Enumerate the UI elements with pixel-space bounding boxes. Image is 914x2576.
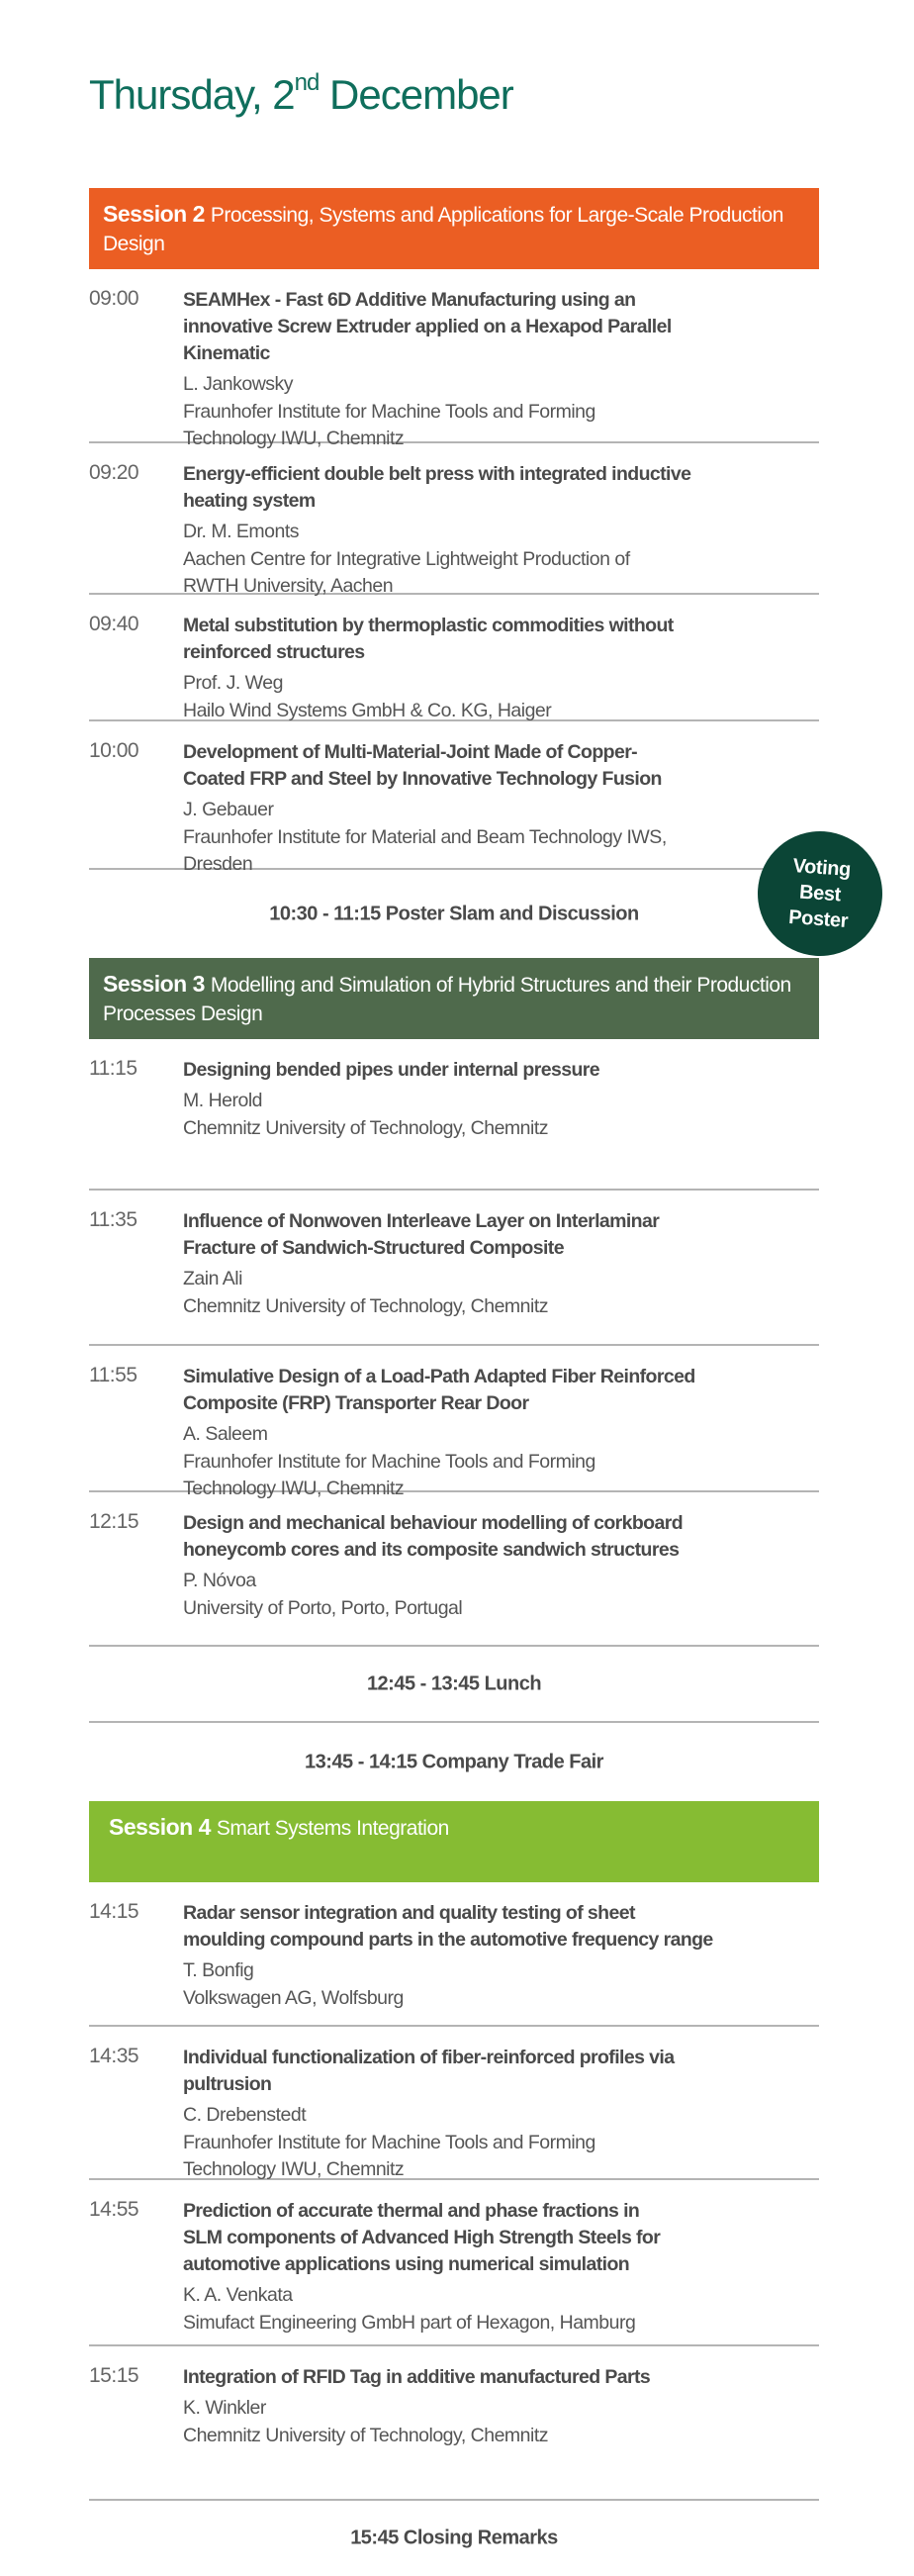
- talk-details: [183, 461, 826, 601]
- talk-row: [89, 1191, 819, 1346]
- session-3-talks: [89, 1039, 819, 1647]
- talk-row: [89, 269, 819, 449]
- badge-line: Voting: [791, 855, 852, 882]
- talk-author: Dr. M. Emonts: [183, 521, 300, 542]
- badge-line: Poster: [787, 906, 849, 932]
- title-month: December: [319, 71, 513, 118]
- talk-author: Prof. J. Weg: [183, 672, 283, 694]
- talk-author: C. Drebenstedt: [183, 2104, 307, 2126]
- talk-time: 09:20: [89, 461, 139, 484]
- talk-author: M. Herold: [183, 1090, 263, 1111]
- session-2-header: [89, 188, 819, 269]
- talk-author: P. Nóvoa: [183, 1570, 256, 1591]
- break-label: 15:45 Closing Remarks: [350, 2527, 558, 2549]
- session-suffix: Design: [103, 233, 165, 255]
- talk-row: [89, 1882, 819, 2027]
- talk-row: [89, 443, 819, 595]
- title-ordinal: nd: [294, 69, 320, 96]
- talk-time: 14:35: [89, 2045, 139, 2067]
- talk-title: Metal substitution by thermoplastic commodities without reinforced structures: [183, 615, 674, 663]
- talk-time: 11:35: [89, 1208, 137, 1231]
- session-2-talks: [89, 269, 819, 875]
- talk-title: Individual functionalization of fiber-reinforced profiles via pultrusion: [183, 2047, 675, 2095]
- talk-affiliation: Fraunhofer Institute for Machine Tools and Forming Technology IWU, Chemnitz: [183, 2131, 595, 2180]
- talk-time: 10:00: [89, 739, 139, 762]
- talk-details: [183, 613, 826, 724]
- talk-affiliation: Fraunhofer Institute for Machine Tools and Forming Technology IWU, Chemnitz: [183, 400, 595, 449]
- talk-author: K. Winkler: [183, 2397, 266, 2419]
- break-label: 10:30 - 11:15 Poster Slam and Discussion: [269, 903, 639, 924]
- talk-row: [89, 721, 819, 875]
- break-label: 13:45 - 14:15 Company Trade Fair: [305, 1751, 603, 1772]
- talk-affiliation: Chemnitz University of Technology, Chemnitz: [183, 2424, 549, 2446]
- talk-details: [183, 2045, 826, 2184]
- talk-author: Zain Ali: [183, 1268, 242, 1289]
- talk-title: Simulative Design of a Load-Path Adapted Fiber Reinforced Composite (FRP) Transporter Rear Door: [183, 1366, 695, 1414]
- talk-time: 15:15: [89, 2364, 139, 2387]
- session-3-header: [89, 958, 819, 1039]
- talk-time: 14:15: [89, 1900, 139, 1923]
- talk-title: Energy-efficient double belt press with integrated inductive heating system: [183, 463, 691, 512]
- session-name: Smart Systems Integration: [216, 1817, 449, 1840]
- talk-details: [183, 2364, 826, 2449]
- talk-time: 14:55: [89, 2198, 139, 2221]
- title-day: Thursday, 2: [89, 71, 295, 118]
- session-4-header: [89, 1801, 819, 1882]
- session-name: Processing, Systems and Applications for Large-Scale Production: [210, 204, 783, 227]
- session-label: Session 2: [103, 201, 205, 227]
- session-name: Modelling and Simulation of Hybrid Structures and their Production Processes: [103, 974, 791, 1025]
- talk-details: [183, 1364, 826, 1503]
- session-4-talks: [89, 1882, 819, 2501]
- talk-details: [183, 739, 826, 879]
- session-suffix: Design: [200, 1002, 263, 1025]
- talk-author: K. A. Venkata: [183, 2284, 293, 2306]
- talk-affiliation: Hailo Wind Systems GmbH & Co. KG, Haiger: [183, 699, 552, 721]
- talk-details: [183, 1208, 826, 1320]
- talk-details: [183, 1900, 826, 2012]
- session-label: Session 4: [109, 1814, 211, 1840]
- talk-title: Radar sensor integration and quality testing of sheet moulding compound parts in the automotive frequency range: [183, 1902, 713, 1951]
- talk-author: L. Jankowsky: [183, 373, 294, 395]
- break-closing: [89, 2501, 819, 2576]
- talk-title: SEAMHex - Fast 6D Additive Manufacturing using an innovative Screw Extruder applied on a Hexapod Parallel Kinematic: [183, 289, 672, 364]
- talk-details: [183, 2198, 826, 2337]
- break-poster-slam: [89, 870, 819, 958]
- talk-affiliation: Chemnitz University of Technology, Chemnitz: [183, 1116, 549, 1139]
- page-title: [89, 71, 513, 119]
- break-lunch: [89, 1647, 819, 1723]
- talk-affiliation: University of Porto, Porto, Portugal: [183, 1596, 463, 1619]
- program: [89, 188, 819, 2576]
- talk-details: [183, 287, 826, 453]
- talk-title: Prediction of accurate thermal and phase fractions in SLM components of Advanced High Strength Steels for automotive applications using numerical simulation: [183, 2200, 661, 2275]
- break-trade-fair: [89, 1723, 819, 1801]
- session-label: Session 3: [103, 971, 205, 997]
- talk-affiliation: Volkswagen AG, Wolfsburg: [183, 1986, 404, 2009]
- talk-row: [89, 1039, 819, 1191]
- talk-title: Integration of RFID Tag in additive manufactured Parts: [183, 2366, 651, 2388]
- talk-title: Design and mechanical behaviour modelling of corkboard honeycomb cores and its composite sandwich structures: [183, 1512, 684, 1561]
- talk-row: [89, 2346, 819, 2501]
- talk-details: [183, 1510, 826, 1622]
- talk-time: 11:15: [89, 1057, 137, 1080]
- talk-affiliation: Fraunhofer Institute for Machine Tools and Forming Technology IWU, Chemnitz: [183, 1450, 595, 1499]
- talk-affiliation: Aachen Centre for Integrative Lightweight Production of RWTH University, Aachen: [183, 547, 630, 597]
- talk-row: [89, 1492, 819, 1647]
- break-label: 12:45 - 13:45 Lunch: [366, 1672, 542, 1694]
- talk-author: J. Gebauer: [183, 799, 274, 820]
- talk-time: 09:40: [89, 613, 139, 635]
- talk-affiliation: Simufact Engineering GmbH part of Hexagon, Hamburg: [183, 2311, 636, 2334]
- talk-author: T. Bonfig: [183, 1959, 254, 1981]
- talk-time: 09:00: [89, 287, 139, 310]
- talk-time: 12:15: [89, 1510, 139, 1533]
- talk-row: [89, 1346, 819, 1499]
- talk-title: Designing bended pipes under internal pressure: [183, 1059, 599, 1081]
- talk-affiliation: Fraunhofer Institute for Material and Beam Technology IWS, Dresden: [183, 825, 667, 875]
- talk-row: [89, 595, 819, 721]
- talk-title: Development of Multi-Material-Joint Made of Copper- Coated FRP and Steel by Innovative Technology Fusion: [183, 741, 662, 790]
- talk-author: A. Saleem: [183, 1423, 268, 1445]
- talk-row: [89, 2180, 819, 2346]
- talk-details: [183, 1057, 826, 1142]
- talk-title: Influence of Nonwoven Interleave Layer on Interlaminar Fracture of Sandwich-Structured Composite: [183, 1210, 660, 1259]
- badge-line: Best: [798, 881, 842, 906]
- talk-time: 11:55: [89, 1364, 137, 1386]
- talk-affiliation: Chemnitz University of Technology, Chemnitz: [183, 1294, 549, 1317]
- talk-row: [89, 2027, 819, 2180]
